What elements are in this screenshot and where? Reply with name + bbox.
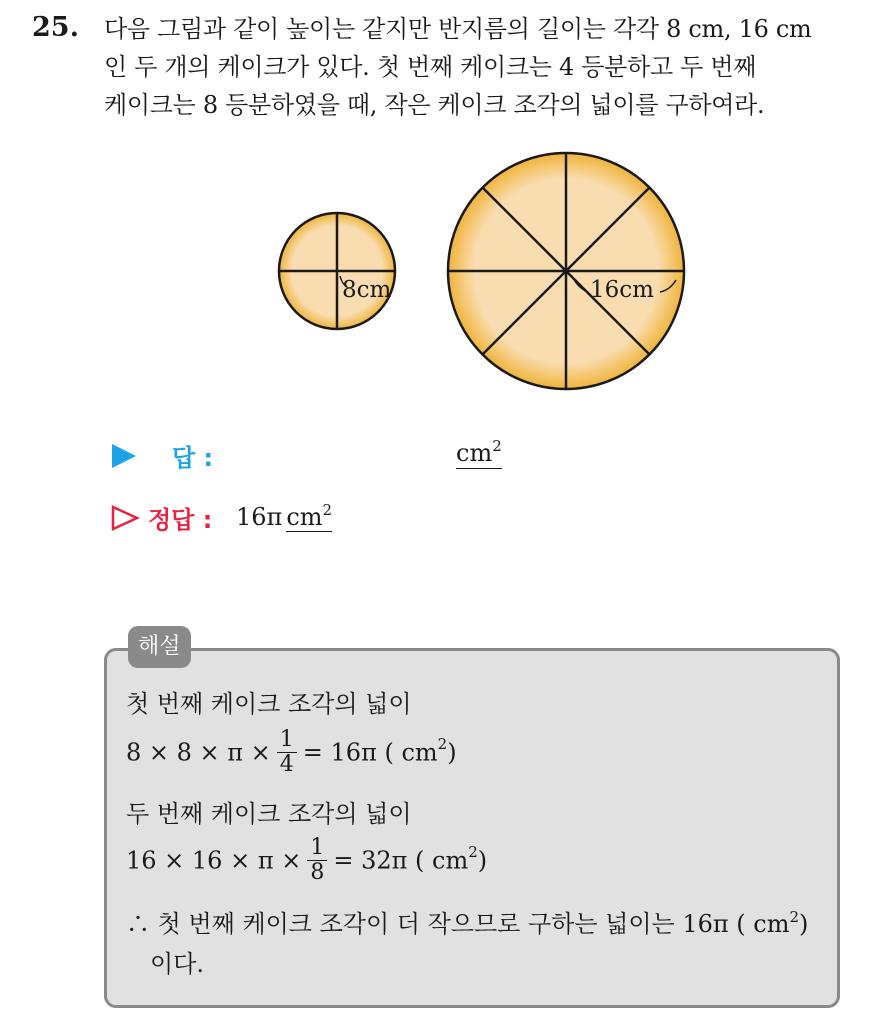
- fraction-numerator: 1: [307, 836, 327, 861]
- answer-unit-base: cm: [456, 439, 493, 467]
- large-cake-radius-label: 16cm: [590, 277, 654, 303]
- answer-marker-icon: [110, 442, 138, 470]
- solution-line-5-close: ): [799, 910, 809, 938]
- solution-line-5: [126, 904, 808, 939]
- cakes-diagram: [270, 140, 700, 400]
- correct-unit-base: cm: [286, 503, 323, 531]
- solution-line-6: 이다.: [150, 950, 204, 978]
- answer-row: [110, 436, 610, 476]
- answer-unit-exp: 2: [492, 437, 502, 455]
- answer-label: 답 :: [172, 444, 214, 472]
- solution-line-2-fraction: [277, 728, 297, 777]
- solution-line-1: 첫 번째 케이크 조각의 넓이: [126, 690, 412, 718]
- solution-line-2-result: = 16π ( cm: [302, 738, 438, 767]
- correct-label: 정답 :: [148, 506, 213, 534]
- solution-line-2-exp: 2: [437, 735, 448, 753]
- solution-line-5-exp: 2: [789, 908, 800, 926]
- large-cake: [448, 153, 684, 389]
- small-cake-radius-label: 8cm: [342, 277, 392, 303]
- solution-line-4-result: = 32π ( cm: [333, 846, 469, 875]
- question-line-2: 인 두 개의 케이크가 있다. 첫 번째 케이크는 4 등분하고 두 번째: [104, 53, 757, 81]
- question-line-3: 케이크는 8 등분하였을 때, 작은 케이크 조각의 넓이를 구하여라.: [104, 91, 765, 119]
- solution-line-2-close: ): [447, 738, 457, 767]
- fraction-numerator: 1: [277, 728, 297, 753]
- solution-tag: 해설: [128, 626, 191, 668]
- small-cake: [279, 213, 395, 329]
- solution-line-4-close: ): [477, 846, 488, 875]
- correct-unit-exp: 2: [322, 501, 333, 519]
- question-number: 25.: [32, 12, 79, 43]
- cake-figure: [270, 140, 700, 400]
- solution-line-4-expr: 16 × 16 × π ×: [126, 846, 302, 875]
- solution-line-4-exp: 2: [468, 843, 478, 861]
- correct-answer-row: [110, 498, 510, 538]
- correct-value-group: [236, 502, 332, 532]
- correct-unit: [286, 503, 332, 532]
- solution-line-4-fraction: [307, 836, 327, 885]
- solution-line-2-expr: 8 × 8 × π ×: [126, 738, 271, 767]
- question-text: [104, 10, 864, 124]
- correct-value: 16π: [236, 503, 283, 531]
- question-line-1: 다음 그림과 같이 높이는 같지만 반지름의 길이는 각각 8 cm, 16 cm: [104, 15, 812, 43]
- solution-line-5-text: ∴ 첫 번째 케이크 조각이 더 작으므로 구하는 넓이는 16π ( cm: [126, 910, 790, 938]
- solution-line-3: 두 번째 케이크 조각의 넓이: [126, 800, 412, 828]
- solution-line-4: [126, 836, 487, 885]
- correct-marker-icon: [110, 504, 140, 532]
- fraction-denominator: 8: [310, 860, 325, 885]
- solution-line-2: [126, 728, 457, 777]
- answer-unit: [456, 438, 502, 469]
- fraction-denominator: 4: [279, 752, 294, 777]
